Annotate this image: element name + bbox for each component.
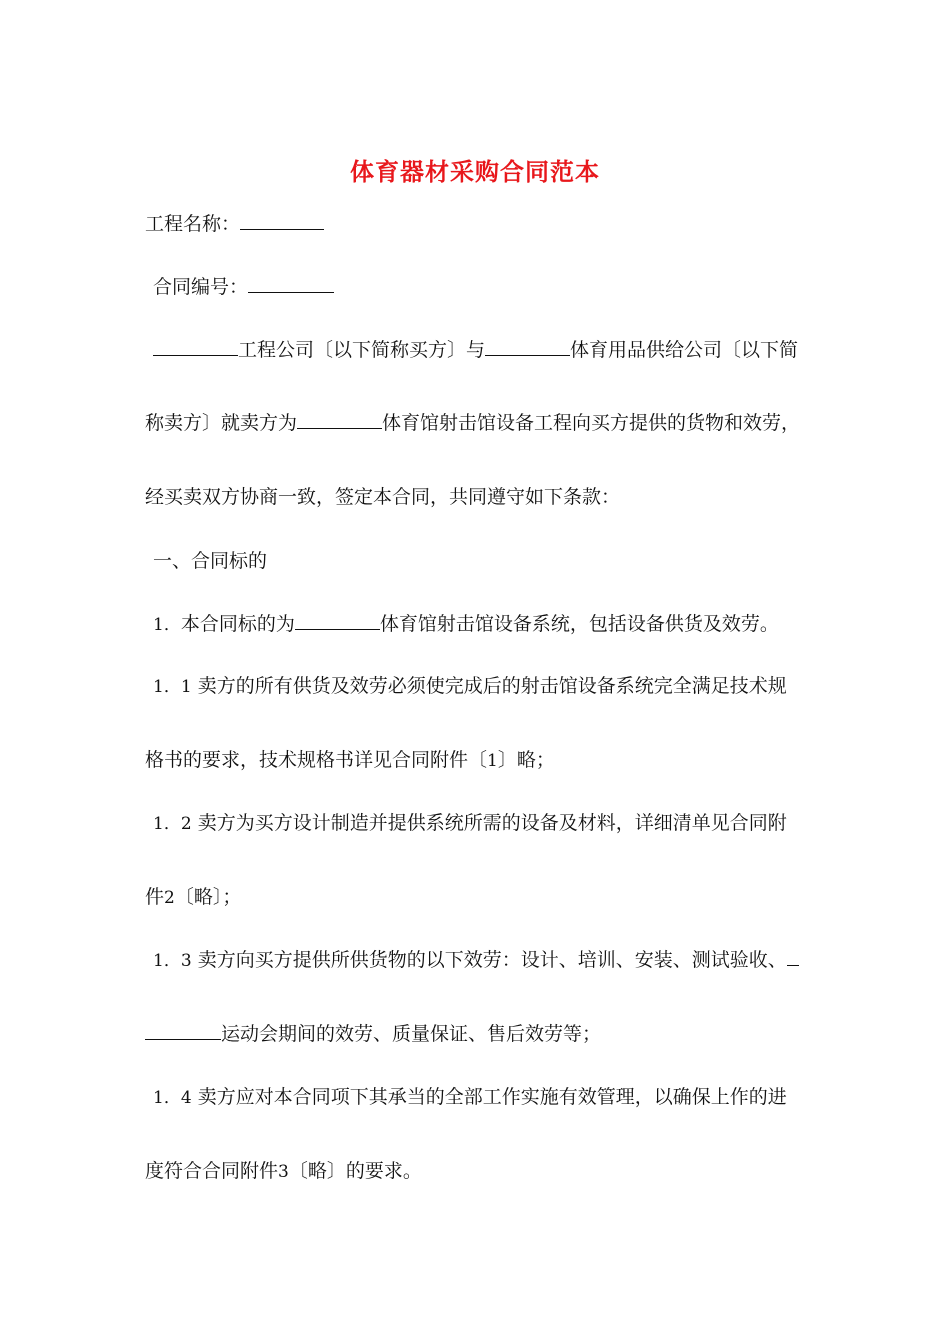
clause-1	[153, 611, 779, 638]
clause-1-1-cont-b: 〕略；	[497, 749, 555, 771]
clause-1-text-a: 本合同标的为	[180, 613, 295, 635]
clause-1-1	[153, 673, 787, 700]
venue-name-blank	[297, 410, 382, 429]
clause-1-1-cont-number: 1	[487, 751, 498, 771]
seller-name-blank	[485, 337, 570, 356]
clause-1-3-blank-start	[787, 947, 799, 966]
buyer-name-blank	[153, 337, 238, 356]
clause-1-3	[153, 947, 799, 974]
clause-1-4-cont-a: 度符合合同附件	[145, 1160, 279, 1182]
clause-1-1-text: 卖方的所有供货及效劳必须使完成后的射击馆设备系统完全满足技术规	[197, 675, 787, 697]
clause-1-2-text: 卖方为买方设计制造并提供系统所需的设备及材料，详细清单见合同附	[197, 812, 787, 834]
clause-1-2-number: 1．2	[153, 814, 192, 834]
intro-line-2	[145, 410, 800, 436]
project-name-blank	[240, 211, 324, 230]
section-1-heading	[153, 548, 267, 574]
clause-1-4-continued	[145, 1158, 422, 1185]
contract-no-blank	[248, 274, 334, 293]
clause-1-2-cont-number: 2	[164, 888, 175, 908]
intro-line-3	[145, 484, 620, 510]
intro-line-3-text: 经买卖双方协商一致，签定本合同，共同遵守如下条款：	[145, 486, 621, 508]
clause-1-3-continued	[145, 1021, 601, 1047]
clause-1-3-text: 卖方向买方提供所供货物的以下效劳：设计、培训、安装、测试验收、	[197, 949, 787, 971]
intro-part-2: 体育用品供给公司〔以下简	[570, 339, 799, 361]
clause-1-text-b: 体育馆射击馆设备系统，包括设备供货及效劳。	[379, 613, 779, 635]
clause-1-blank	[295, 611, 380, 630]
project-name-label: 工程名称：	[145, 213, 241, 235]
contract-no-label: 合同编号：	[153, 276, 249, 298]
clause-1-number: 1．	[153, 615, 181, 635]
clause-1-4-text: 卖方应对本合同项下其承当的全部工作实施有效管理，以确保上作的进	[197, 1086, 787, 1108]
contract-no-line	[153, 274, 334, 300]
clause-1-1-number: 1．1	[153, 677, 192, 697]
clause-1-1-cont-a: 格书的要求，技术规格书详见合同附件〔	[145, 749, 488, 771]
clause-1-2-continued	[145, 884, 241, 911]
clause-1-4	[153, 1084, 787, 1111]
clause-1-2-cont-b: 〔略〕；	[174, 886, 242, 908]
intro-line-1	[153, 337, 798, 363]
clause-1-4-number: 1．4	[153, 1088, 192, 1108]
intro-line-2-b: 体育馆射击馆设备工程向买方提供的货物和效劳，	[382, 412, 801, 434]
clause-1-2-cont-a: 件	[145, 886, 165, 908]
clause-1-4-cont-number: 3	[278, 1162, 289, 1182]
project-name-line	[145, 211, 324, 237]
clause-1-4-cont-b: 〔略〕的要求。	[288, 1160, 422, 1182]
section-1-heading-text: 一、合同标的	[153, 550, 268, 572]
intro-line-2-a: 称卖方〕就卖方为	[145, 412, 298, 434]
clause-1-1-continued	[145, 747, 555, 774]
document-title: 体育器材采购合同范本	[350, 158, 600, 186]
intro-part-1: 工程公司〔以下简称买方〕与	[238, 339, 486, 361]
clause-1-2	[153, 810, 787, 837]
clause-1-3-blank-end	[145, 1021, 221, 1040]
clause-1-3-number: 1．3	[153, 951, 192, 971]
clause-1-3-cont-text: 运动会期间的效劳、质量保证、售后效劳等；	[221, 1023, 602, 1045]
